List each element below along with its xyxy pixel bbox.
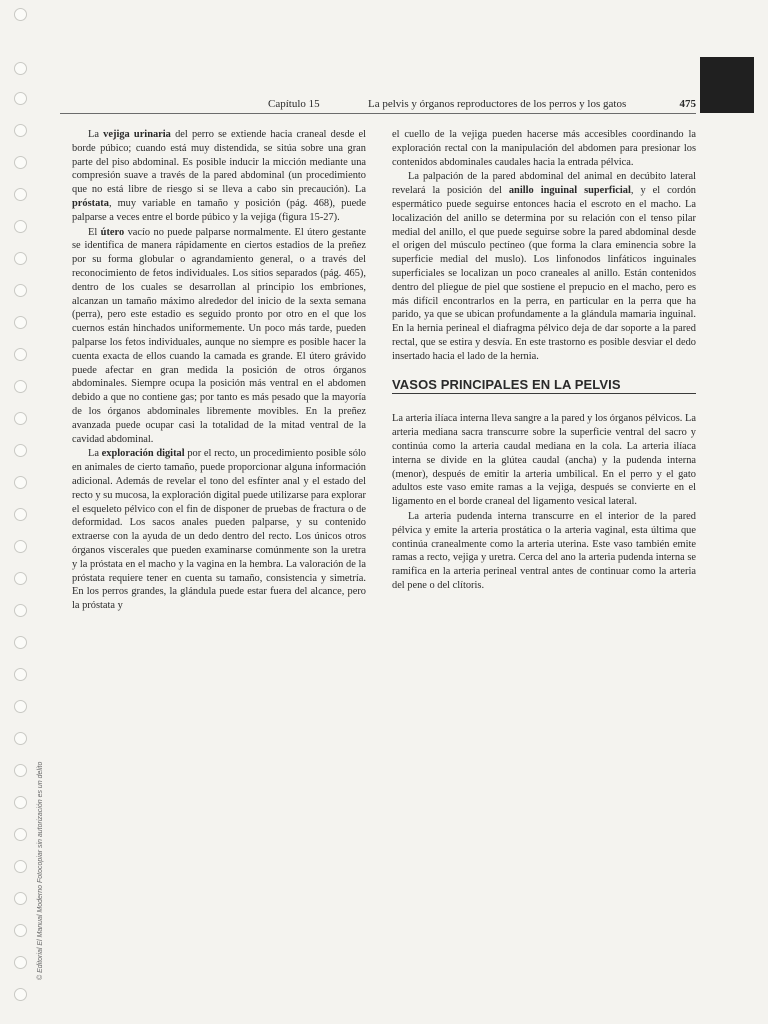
bold-term: próstata	[72, 197, 109, 209]
paragraph: La vejiga urinaria del perro se extiende hacia craneal desde el borde púbico; cuando está muy distendida, se sitúa sobre una gran parte del piso abdominal. Es posible inducir la micción mediante una compresión suave a través de la pared abdominal (un procedimiento que no está libre de riesgo si se lleva a cabo sin precaución). La próstata, muy variable en tamaño y posición (pág. 468), puede palparse a veces entre el borde púbico y la vejiga (figura 15-27).	[72, 129, 367, 223]
running-head-title: La pelvis y órganos reproductores de los perros y los gatos	[368, 98, 627, 110]
paragraph: La palpación de la pared abdominal del animal en decúbito lateral revelará la posición del anillo inguinal superficial, y el cordón espermático puede seguirse entonces hacia el escroto en el macho. La localización del anillo se determina por su relación con el tenso pilar medial del anillo, el que puede seguirse sobre la pared abdominal desde el origen del músculo pectíneo (que forma la clara eminencia sobre la superficie medial del muslo). Los linfonodos linfáticos inguinales superficiales se localizan un poco craneales al anillo. Están contenidos dentro del pliegue de piel que sostiene el prepucio en el macho, pero es más difícil encontrarlos en la perra, en particular en la perra que ha parido, ya que se ubican profundamente a la glándula mamaria inguinal. En la hernia perineal el diafragma pélvico deja de dar soporte a la pared rectal, que se estira y desvía. En este trastorno es posible desviar el dedo insertado hacia el lado de la hernia.	[392, 171, 696, 362]
binding-holes	[14, 8, 30, 1018]
copyright-notice: © Editorial El Manual Moderno Fotocopiar sin autorización es un delito	[37, 761, 44, 980]
binding-hole	[14, 540, 27, 553]
paragraph: el cuello de la vejiga pueden hacerse más accesibles coordinando la exploración rectal con la manipulación del abdomen para presionar los contenidos abdominales caudales hacia la entrada pélvica.	[392, 129, 696, 168]
binding-hole	[14, 764, 27, 777]
binding-hole	[14, 62, 27, 75]
running-head-chapter: Capítulo 15	[268, 98, 320, 110]
binding-hole	[14, 668, 27, 681]
binding-hole	[14, 572, 27, 585]
paragraph: La exploración digital por el recto, un procedimiento posible sólo en animales de cierto tamaño, puede proporcionar alguna información adicional. Además de revelar el tono del esfínter anal y el estado del recto y su mucosa, la exploración digital puede utilizarse para explorar el esqueleto pélvico con el fin de disponer de pruebas de fractura o de deformidad. Los sacos anales pueden palparse, y su contenido extraerse con la ayuda de un dedo dentro del recto. Los únicos otros órganos viscerales que pueden examinarse comúnmente son la uretra y la próstata en el macho y la vagina en la hembra. La valoración de la próstata requiere tener en cuenta su tamaño, consistencia y simetría. En los perros grandes, la glándula puede estar fuera del alcance, pero la próstata y	[72, 448, 367, 612]
bold-term: anillo inguinal superficial	[508, 185, 631, 197]
binding-hole	[14, 412, 27, 425]
binding-hole	[14, 348, 27, 361]
paragraph: El útero vacío no puede palparse normalmente. El útero gestante se identifica de manera rápidamente en ciertos estadios de la preñez por su forma globular o agrandamiento general, o a través del reconocimiento de fetos individuales. Los sitios separados (pág. 465), dentro de los cuales se desarrollan al principio los embriones, alcanzan un tamaño máximo alrededor del inicio de la sexta semana (perra), pero este estadio es seguido pronto por otro en el que los cuernos están hinchados uniformemente. Un poco más tarde, pueden palparse los fetos individuales, aunque no siempre es posible hacer la cuenta exacta de ellos cuando la camada es grande. El útero grávido puede afectar en gran medida la posición de otros órganos abdominales. Siempre ocupa la posición más ventral en el abdomen debido a que no contiene gas; por tanto es más pesado que la mayoría de los órganos abdominales libremente movibles. En la preñez avanzada puede ocupar casi la totalidad de la mitad ventral de la cavidad abdominal.	[72, 226, 366, 445]
binding-hole	[14, 860, 27, 873]
binding-hole	[14, 380, 27, 393]
binding-hole	[14, 796, 27, 809]
binding-hole	[14, 316, 27, 329]
binding-hole	[14, 156, 27, 169]
right-column	[392, 128, 696, 593]
page-number: 475	[679, 98, 696, 110]
binding-hole	[14, 188, 27, 201]
binding-hole	[14, 636, 27, 649]
binding-hole	[14, 732, 27, 745]
binding-hole	[14, 508, 27, 521]
binding-hole	[14, 8, 27, 21]
bold-term: útero	[100, 226, 125, 238]
section-heading: VASOS PRINCIPALES EN LA PELVIS	[392, 378, 696, 395]
left-column	[72, 128, 366, 613]
binding-hole	[14, 988, 27, 1001]
header-rule	[60, 113, 696, 114]
binding-hole	[14, 956, 27, 969]
binding-hole	[14, 924, 27, 937]
binding-hole	[14, 92, 27, 105]
binding-hole	[14, 444, 27, 457]
paragraph: La arteria ilíaca interna lleva sangre a la pared y los órganos pélvicos. La arteria mediana sacra transcurre sobre la superficie ventral del sacro y continúa como la arteria caudal mediana en la cola. La arteria ilíaca interna se divide en la glútea caudal (ancha) y la pudenda interna (menor), después de emitir la arteria umbilical. En el perro y el gato adultos este vaso emite ramas a la vejiga, después se convierte en el ligamento en el borde craneal del ligamento vesical lateral.	[392, 413, 696, 508]
binding-hole	[14, 220, 27, 233]
binding-hole	[14, 700, 27, 713]
binding-hole	[14, 284, 27, 297]
binding-hole	[14, 604, 27, 617]
paragraph: La arteria pudenda interna transcurre en el interior de la pared pélvica y emite la arteria prostática o la arteria vaginal, esta última que continúa cranealmente como la arteria uterina. Este vaso también emite ramas a recto, vejiga y uretra. Cerca del ano la arteria pudenda interna se ramifica en la arteria perineal ventral antes de continuar como la arteria del pene o del clítoris.	[392, 510, 696, 591]
binding-hole	[14, 828, 27, 841]
running-head	[268, 96, 696, 112]
binding-hole	[14, 252, 27, 265]
chapter-thumb-tab	[700, 57, 754, 113]
binding-hole	[14, 476, 27, 489]
bold-term: vejiga urinaria	[103, 129, 171, 140]
binding-hole	[14, 892, 27, 905]
bold-term: exploración digital	[101, 448, 185, 460]
binding-hole	[14, 124, 27, 137]
